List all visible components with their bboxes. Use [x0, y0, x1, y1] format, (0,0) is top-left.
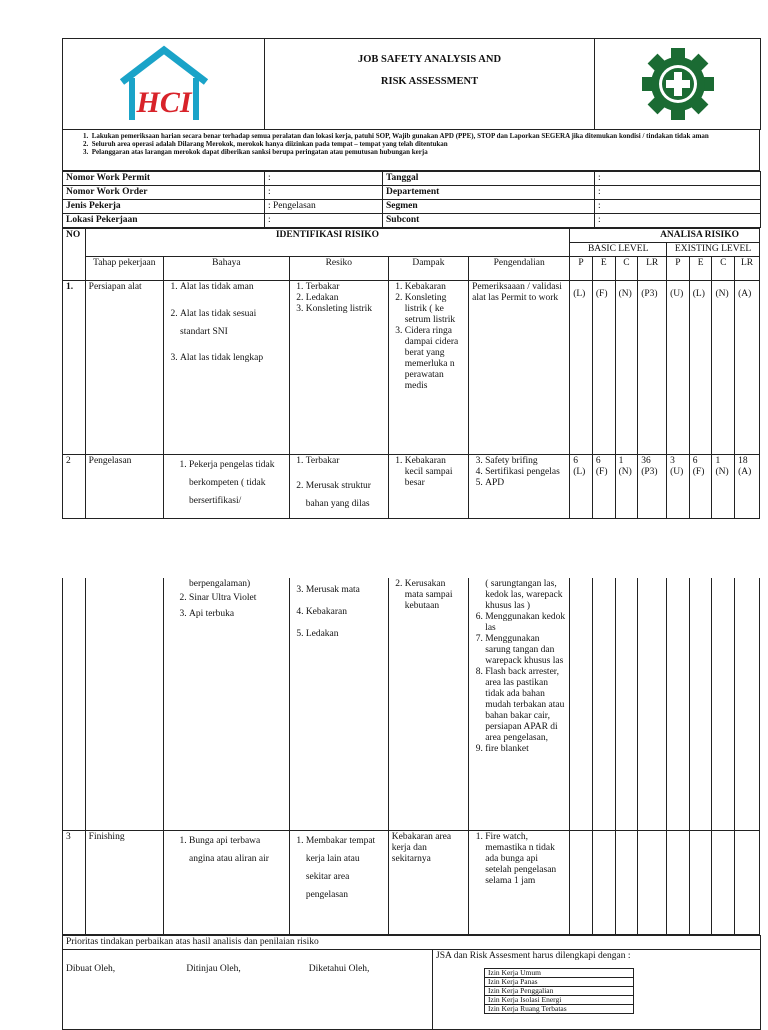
row-level: 18 (A): [735, 455, 760, 519]
header-table: [62, 38, 761, 130]
table-row: [63, 830, 760, 934]
dibuat-label: Dibuat Oleh,: [66, 963, 116, 974]
row-pengendalian: 3. Safety brifing 4. Sertifikasi pengelas 5. APD: [469, 455, 570, 519]
note-item: 1. Lakukan pemeriksaan harian secara benar terhadap semua peralatan dan lokasi kerja, patuhi SOP, Wajib gunakan APD (PPE), STOP dan Laporkan SEGERA jika ditemukan kondisi / tindakan tidak aman: [83, 132, 709, 140]
permit-item: Izin Kerja Ruang Terbatas: [485, 1004, 634, 1013]
prioritas-text: Prioritas tindakan perbaikan atas hasil analisis dan penilaian risiko: [63, 935, 761, 949]
col-header-tahap: Tahap pekerjaan: [85, 257, 163, 281]
jsa-note: JSA dan Risk Assesment harus dilengkapi dengan :: [436, 950, 631, 961]
info-label: Departement: [383, 186, 595, 200]
note-item: 3. Pelanggaran atas larangan merokok dapat diberikan sanksi berupa peringatan atau pemutusan hubungan kerja: [83, 148, 428, 156]
permit-item: Izin Kerja Penggalian: [485, 986, 634, 995]
col-header-level: E: [592, 257, 615, 281]
row-level: (N): [712, 281, 735, 455]
permit-list: [484, 968, 634, 1014]
info-value: :: [595, 172, 761, 186]
row-dampak: Kebakaran area kerja dan sekitarnya: [388, 830, 468, 934]
title-cell: [265, 39, 595, 130]
footer-table: [62, 935, 761, 1030]
table-row: [63, 578, 760, 830]
info-label: Tanggal: [383, 172, 595, 186]
risk-table-continued: [62, 578, 760, 935]
row-bahaya: 1. Bunga api terbawa angina atau aliran air: [164, 830, 290, 934]
col-header-dampak: Dampak: [388, 257, 468, 281]
row-resiko: 3. Merusak mata 4. Kebakaran 5. Ledakan: [289, 578, 388, 830]
row-level: (P3): [638, 281, 667, 455]
info-label: Jenis Pekerja: [63, 200, 265, 214]
info-label: Subcont: [383, 214, 595, 228]
info-value: :: [595, 214, 761, 228]
permit-item: Izin Kerja Isolasi Energi: [485, 995, 634, 1004]
col-header-level: LR: [735, 257, 760, 281]
col-header-pengendalian: Pengendalian: [469, 257, 570, 281]
risk-table: [62, 228, 760, 519]
basic-level-header: BASIC LEVEL: [570, 243, 667, 257]
row-bahaya: 1. Pekerja pengelas tidak berkompeten ( tidak bersertifikasi/: [164, 455, 290, 519]
row-level: 6 (L): [570, 455, 593, 519]
row-level: 6 (F): [592, 455, 615, 519]
row-no: [63, 578, 86, 830]
row-level: 36 (P3): [638, 455, 667, 519]
row-pengendalian: ( sarungtangan las, kedok las, warepack khusus las ) 6. Menggunakan kedok las 7. Menggunakan sarung tangan dan warepack khusus las 8. Flash back arrester, area las pastikan tidak ada bahan mudah terbakan atau bahan bakar cair, persiapan APAR di area pengelasan, 9. fire blanket: [469, 578, 570, 830]
notes-table: [62, 130, 760, 171]
col-header-level: C: [615, 257, 638, 281]
title-line2: RISK ASSESSMENT: [380, 76, 479, 87]
info-label: Nomor Work Permit: [63, 172, 265, 186]
logo-text: HCI: [135, 86, 192, 119]
info-label: Segmen: [383, 200, 595, 214]
safety-gear-cross-icon: [640, 46, 716, 122]
row-no: 2: [63, 455, 86, 519]
permit-item: Izin Kerja Umum: [485, 968, 634, 977]
existing-level-header: EXISTING LEVEL: [667, 243, 760, 257]
row-resiko: 1. Membakar tempat kerja lain atau sekitar area pengelasan: [289, 830, 388, 934]
row-resiko: 1. Terbakar 2. Merusak struktur bahan yang dilas: [289, 455, 388, 519]
info-table: [62, 171, 761, 228]
jsa-document-page2: [62, 578, 760, 1030]
row-level: (L): [689, 281, 712, 455]
col-header-level: C: [712, 257, 735, 281]
col-header-level: P: [667, 257, 690, 281]
row-resiko: 1. Terbakar 2. Ledakan 3. Konsleting listrik: [289, 281, 388, 455]
info-label: Lokasi Pekerjaan: [63, 214, 265, 228]
row-level: (F): [592, 281, 615, 455]
note-item: 2. Seluruh area operasi adalah Dilarang Merokok, merokok hanya diizinkan pada tempat – tempat yang telah ditentukan: [83, 140, 448, 148]
row-pengendalian: Pemeriksaaan / validasi alat las Permit to work: [469, 281, 570, 455]
table-row: [63, 281, 760, 455]
ditinjau-label: Ditinjau Oleh,: [186, 963, 241, 974]
row-dampak: 1. Kebakaran kecil sampai besar: [388, 455, 468, 519]
row-level: (L): [570, 281, 593, 455]
row-tahap: Pengelasan: [85, 455, 163, 519]
table-row: [63, 455, 760, 519]
permit-item: Izin Kerja Panas: [485, 977, 634, 986]
info-value: :: [265, 172, 383, 186]
logo-cell: [63, 39, 265, 130]
row-no: 3: [63, 830, 86, 934]
row-level: (U): [667, 281, 690, 455]
jsa-document-page1: [62, 38, 760, 519]
row-bahaya: 1. Alat las tidak aman 2. Alat las tidak sesuai standart SNI 3. Alat las tidak lengkap: [164, 281, 290, 455]
row-dampak: 2. Kerusakan mata sampai kebutaan: [388, 578, 468, 830]
row-level: (A): [735, 281, 760, 455]
title-line1: JOB SAFETY ANALYSIS AND: [357, 54, 502, 65]
col-header-bahaya: Bahaya: [164, 257, 290, 281]
col-header-resiko: Resiko: [289, 257, 388, 281]
row-tahap: [85, 578, 163, 830]
gear-logo-cell: [595, 39, 761, 130]
row-tahap: Persiapan alat: [85, 281, 163, 455]
analisa-header: ANALISA RISIKO: [570, 229, 760, 243]
row-tahap: Finishing: [85, 830, 163, 934]
identifikasi-header: IDENTIFIKASI RISIKO: [85, 229, 570, 257]
info-value: : Pengelasan: [265, 200, 383, 214]
info-value: :: [265, 214, 383, 228]
row-no: 1.: [63, 281, 86, 455]
row-level: 1 (N): [712, 455, 735, 519]
notes-list: [83, 132, 755, 156]
col-header-level: E: [689, 257, 712, 281]
row-level: 6 (F): [689, 455, 712, 519]
info-value: :: [265, 186, 383, 200]
jsa-note-cell: [433, 949, 761, 1029]
col-header-level: LR: [638, 257, 667, 281]
row-level: 1 (N): [615, 455, 638, 519]
col-header-level: P: [570, 257, 593, 281]
col-no-header: NO: [63, 229, 86, 281]
row-level: 3 (U): [667, 455, 690, 519]
hci-house-logo-icon: [114, 42, 214, 126]
row-level: (N): [615, 281, 638, 455]
info-label: Nomor Work Order: [63, 186, 265, 200]
row-pengendalian: 1. Fire watch, memastika n tidak ada bunga api setelah pengelasan selama 1 jam: [469, 830, 570, 934]
row-bahaya: berpengalaman) 2. Sinar Ultra Violet 3. Api terbuka: [164, 578, 290, 830]
diketahui-label: Diketahui Oleh,: [308, 963, 370, 974]
row-dampak: 1. Kebakaran 2. Konsleting listrik ( ke setrum listrik 3. Cidera ringa dampai cidera berat yang memerluka n perawatan medis: [388, 281, 468, 455]
signature-area: [63, 949, 433, 1029]
info-value: :: [595, 200, 761, 214]
info-value: :: [595, 186, 761, 200]
